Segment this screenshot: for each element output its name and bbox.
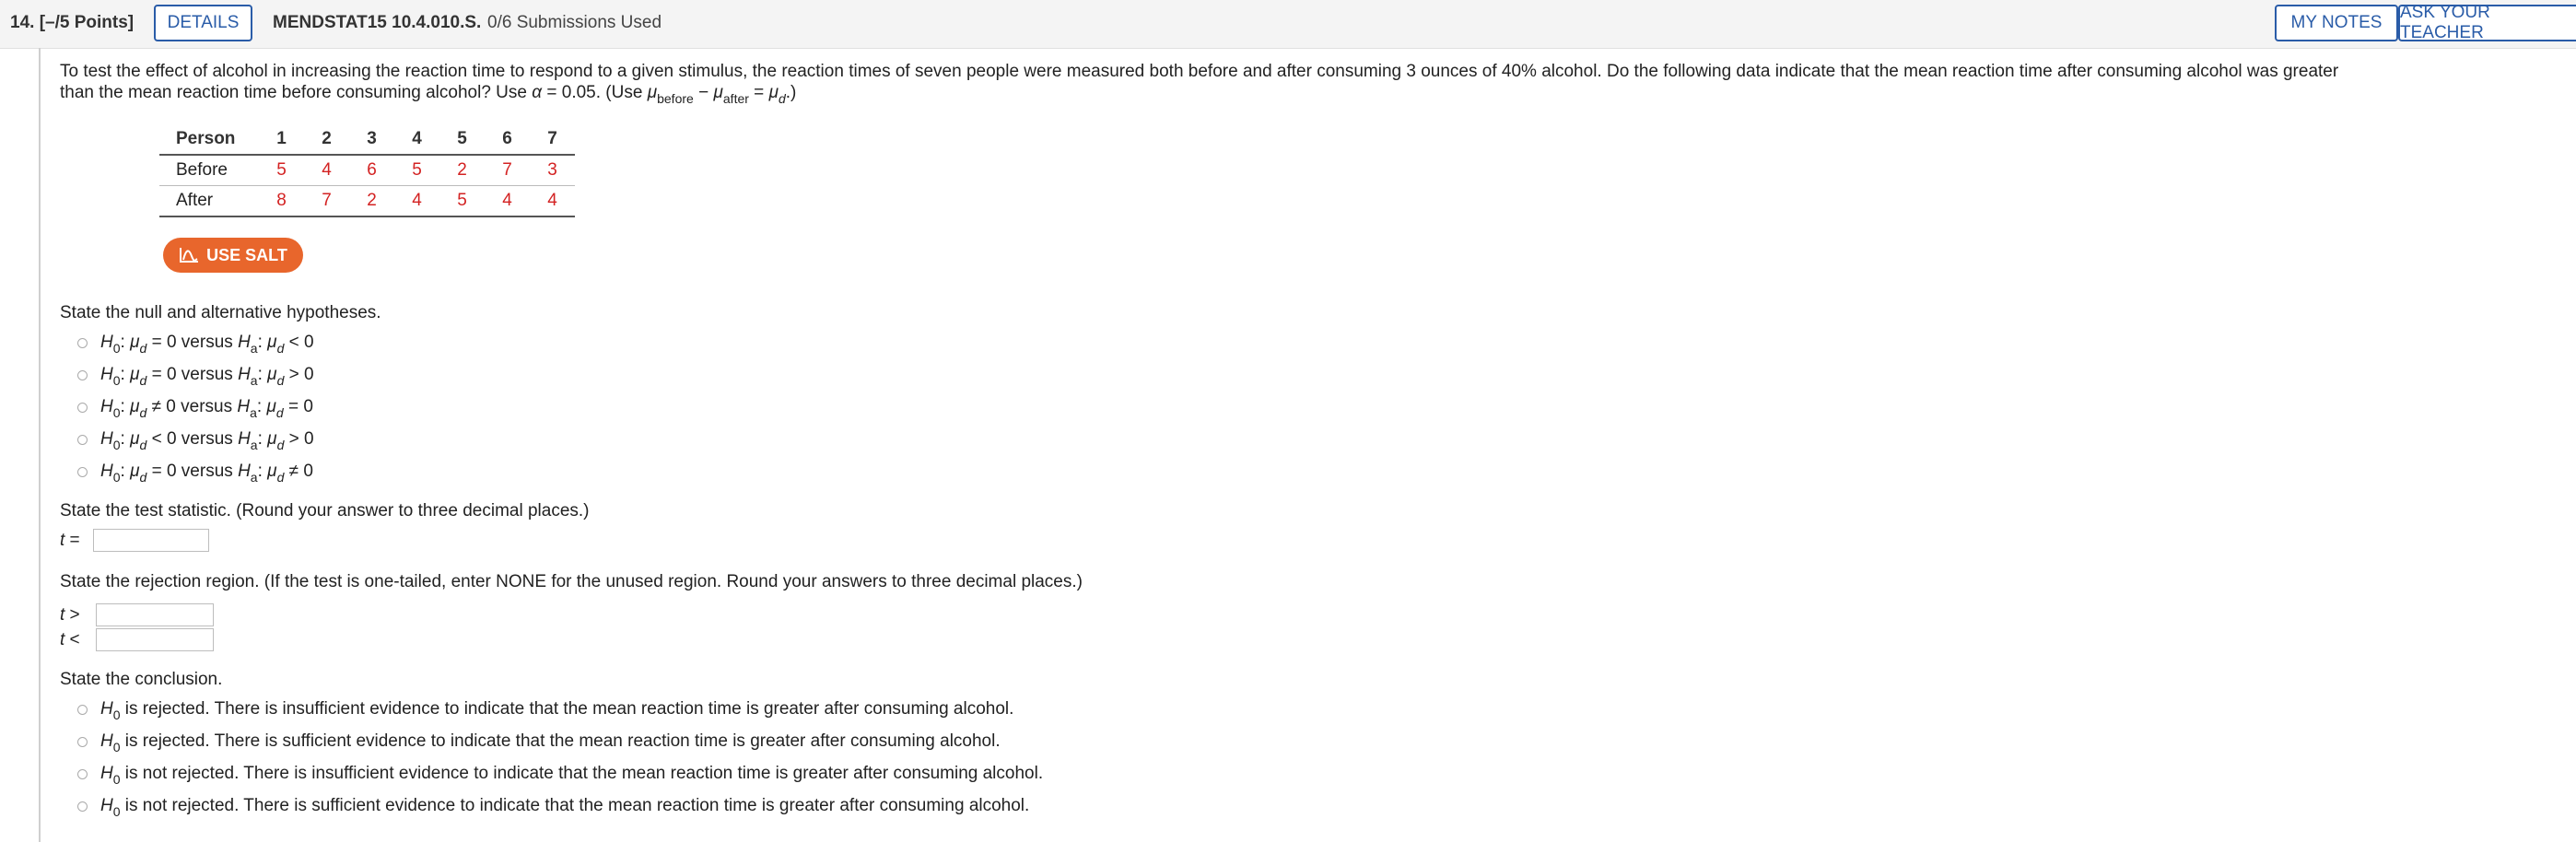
radio-button[interactable]: [77, 403, 88, 413]
radio-button[interactable]: [77, 435, 88, 445]
conclusion-text: $H_0$ is rejected. There is insufficient evidence to indicate that the mean reaction time is greater after consuming alcohol.: [100, 699, 1014, 722]
table-row-before: [159, 155, 575, 186]
problem-statement: [60, 61, 2547, 104]
submissions-used: 0/6 Submissions Used: [487, 13, 662, 32]
table-cell: 4: [304, 155, 349, 186]
conclusion-text: $H_0$ is rejected. There is sufficient evidence to indicate that the mean reaction time is greater after consuming alcohol.: [100, 731, 1001, 754]
data-table: [159, 124, 575, 217]
table-cell: 7: [485, 155, 530, 186]
table-col-header: 2: [304, 124, 349, 155]
rejection-lower-input[interactable]: [96, 628, 214, 651]
table-cell: 7: [304, 186, 349, 217]
details-button[interactable]: DETAILS: [154, 5, 252, 41]
row-label: After: [159, 186, 259, 217]
hypothesis-option-2[interactable]: [77, 365, 314, 388]
table-col-header: 1: [259, 124, 304, 155]
conclusion-option-2[interactable]: [77, 731, 1001, 752]
conclusion-option-3[interactable]: [77, 764, 1044, 787]
radio-button[interactable]: [77, 705, 88, 715]
test-statistic-input[interactable]: [93, 529, 209, 552]
hypothesis-option-3[interactable]: [77, 397, 313, 420]
statistic-prompt: State the test statistic. (Round your answer to three decimal places.): [60, 501, 590, 520]
table-cell: 2: [439, 155, 485, 186]
question-left-border: [39, 48, 41, 842]
radio-button[interactable]: [77, 737, 88, 747]
table-cell: 6: [349, 155, 394, 186]
table-cell: 3: [530, 155, 575, 186]
hypothesis-text: $H_0$: $\mu_d < 0$ versus $H_a$: $\mu_d > 0$: [100, 429, 314, 452]
hypothesis-text: $H_0$: $\mu_d = 0$ versus $H_a$: $\mu_d < 0$: [100, 333, 314, 356]
hypothesis-text: $H_0$: $\mu_d \ne 0$ versus $H_a$: $\mu_d = 0$: [100, 397, 313, 420]
conclusion-option-1[interactable]: [77, 699, 1014, 722]
ask-teacher-button[interactable]: ASK YOUR TEACHER: [2398, 5, 2576, 41]
table-header-label: Person: [159, 124, 259, 155]
radio-button[interactable]: [77, 338, 88, 348]
problem-line-1: To test the effect of alcohol in increasing the reaction time to respond to a given stimulus, the reaction times of seven people were measured both before and after consuming 3 ounces of 40% alcohol. Do the following data indicate that the mean reaction time after consuming alcohol was greater: [60, 62, 2339, 81]
question-id: MENDSTAT15 10.4.010.S.: [273, 13, 482, 32]
radio-button[interactable]: [77, 370, 88, 380]
radio-button[interactable]: [77, 801, 88, 812]
t-greater-label: t >: [60, 605, 80, 625]
conclusion-option-4[interactable]: [77, 796, 1030, 819]
use-salt-button[interactable]: [163, 238, 303, 273]
hypothesis-text: $H_0$: $\mu_d = 0$ versus $H_a$: $\mu_d > 0$: [100, 365, 314, 388]
table-cell: 8: [259, 186, 304, 217]
question-number: 14. [–/5 Points]: [10, 13, 135, 32]
hypothesis-text: $H_0$: $\mu_d = 0$ versus $H_a$: $\mu_d \ne 0$: [100, 462, 313, 485]
radio-button[interactable]: [77, 467, 88, 477]
conclusion-prompt: State the conclusion.: [60, 670, 223, 689]
table-header-row: [159, 124, 575, 155]
use-salt-label: USE SALT: [206, 245, 287, 264]
table-cell: 4: [530, 186, 575, 217]
table-col-header: 4: [394, 124, 439, 155]
hypothesis-option-5[interactable]: [77, 462, 313, 485]
t-less-label: t <: [60, 630, 80, 649]
t-equals-label: t =: [60, 531, 80, 550]
table-cell: 5: [394, 155, 439, 186]
table-row-after: [159, 186, 575, 217]
rejection-upper-input[interactable]: [96, 603, 214, 626]
hypothesis-option-4[interactable]: [77, 429, 314, 450]
my-notes-button[interactable]: MY NOTES: [2275, 5, 2398, 41]
table-col-header: 5: [439, 124, 485, 155]
question-header: [0, 0, 2576, 49]
table-col-header: 6: [485, 124, 530, 155]
table-cell: 5: [259, 155, 304, 186]
table-cell: 4: [394, 186, 439, 217]
salt-chart-icon: [179, 247, 199, 263]
row-label: Before: [159, 155, 259, 186]
table-col-header: 3: [349, 124, 394, 155]
problem-line-2: than the mean reaction time before consuming alcohol? Use α = 0.05. (Use $\mu_{before} - \mu_{after} = \mu_d$.): [60, 83, 797, 106]
hypothesis-option-1[interactable]: [77, 333, 314, 356]
table-col-header: 7: [530, 124, 575, 155]
table-cell: 2: [349, 186, 394, 217]
table-cell: 5: [439, 186, 485, 217]
rejection-prompt: State the rejection region. (If the test is one-tailed, enter NONE for the unused region. Round your answers to three decimal places.): [60, 572, 1083, 591]
conclusion-text: $H_0$ is not rejected. There is insufficient evidence to indicate that the mean reaction time is greater after consuming alcohol.: [100, 764, 1044, 787]
radio-button[interactable]: [77, 769, 88, 779]
hypotheses-prompt: State the null and alternative hypotheses.: [60, 303, 381, 322]
table-cell: 4: [485, 186, 530, 217]
conclusion-text: $H_0$ is not rejected. There is sufficient evidence to indicate that the mean reaction time is greater after consuming alcohol.: [100, 796, 1030, 819]
